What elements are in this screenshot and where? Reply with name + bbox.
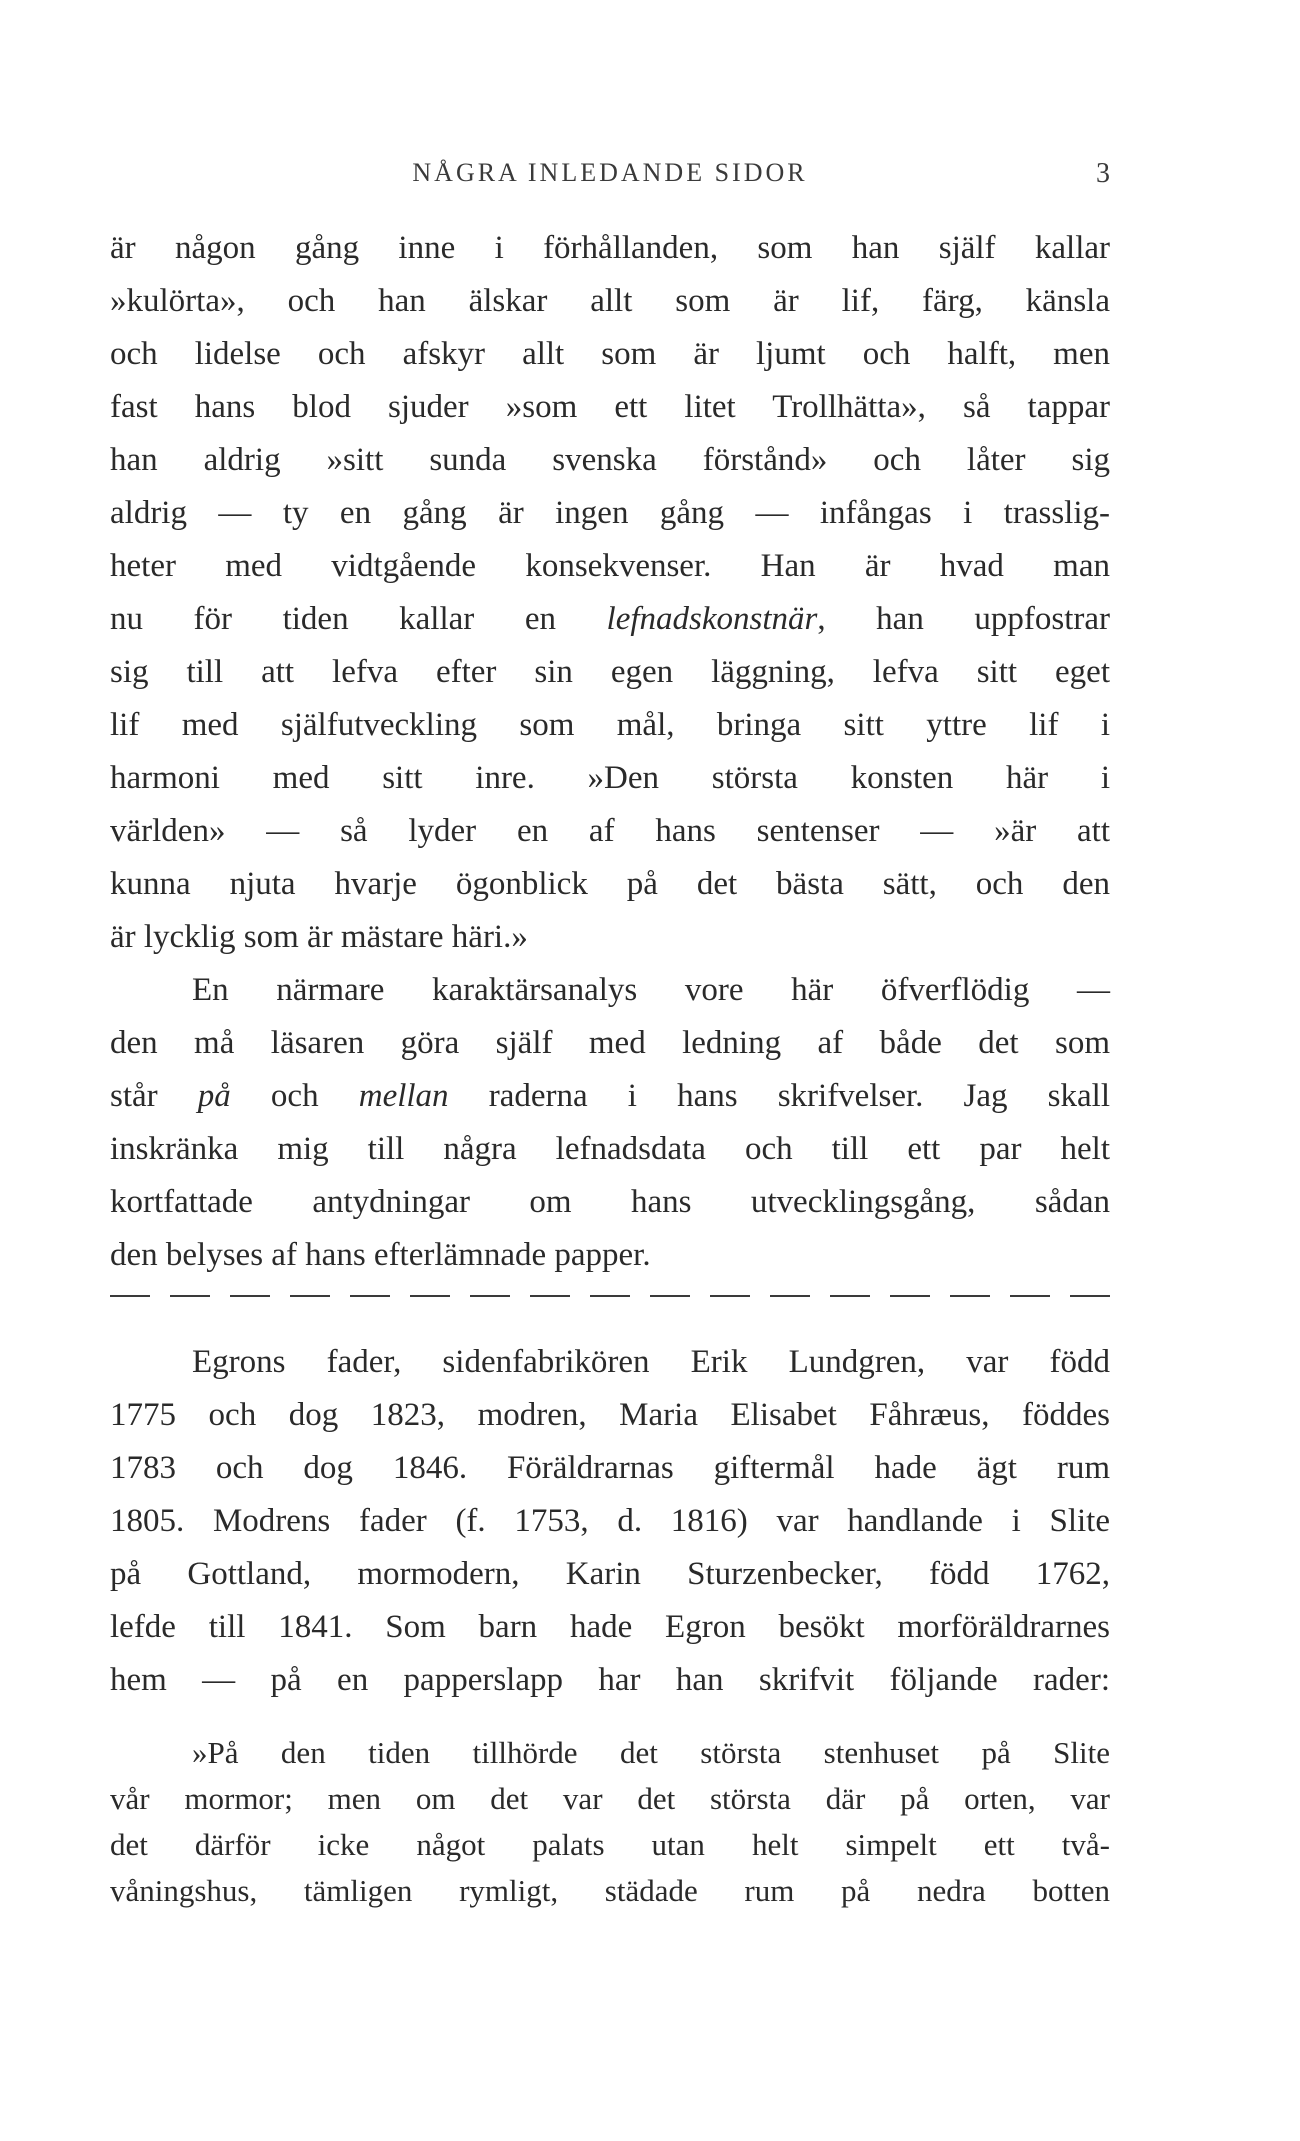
separator-dash bbox=[950, 1295, 990, 1297]
text-line: 1775 och dog 1823, modren, Maria Elisabet Fåhræus, föddes bbox=[110, 1397, 1110, 1433]
separator-dash bbox=[650, 1295, 690, 1297]
text-line: och lidelse och afskyr allt som är ljumt och halft, men bbox=[110, 336, 1110, 372]
text-line: 1783 och dog 1846. Föräldrarnas giftermål hade ägt rum bbox=[110, 1450, 1110, 1486]
separator-dash bbox=[170, 1295, 210, 1297]
separator-dash bbox=[830, 1295, 870, 1297]
text-line: kortfattade antydningar om hans utvecklingsgång, sådan bbox=[110, 1184, 1110, 1220]
page-header bbox=[110, 158, 1110, 198]
italic-word: mellan bbox=[358, 1078, 449, 1114]
separator-dash bbox=[350, 1295, 390, 1297]
quote-block bbox=[110, 1730, 1110, 1914]
page-number: 3 bbox=[1096, 158, 1110, 189]
separator-dash bbox=[770, 1295, 810, 1297]
text-line: »kulörta», och han älskar allt som är lif, färg, känsla bbox=[110, 283, 1110, 319]
italic-word: på bbox=[197, 1078, 231, 1114]
text-line: är lycklig som är mästare häri.» bbox=[110, 919, 528, 955]
text-line: harmoni med sitt inre. »Den största konsten här i bbox=[110, 760, 1110, 796]
section-separator bbox=[110, 1291, 1110, 1301]
text-line: på Gottland, mormodern, Karin Sturzenbecker, född 1762, bbox=[110, 1556, 1110, 1592]
separator-dash bbox=[230, 1295, 270, 1297]
quote-line: det därför icke något palats utan helt simpelt ett två- bbox=[110, 1827, 1110, 1862]
quote-line: våningshus, tämligen rymligt, städade rum på nedra botten bbox=[110, 1873, 1110, 1908]
text-line: heter med vidtgående konsekvenser. Han är hvad man bbox=[110, 548, 1110, 584]
text-run: raderna i hans skrifvelser. Jag skall bbox=[448, 1078, 1111, 1114]
text-line: är någon gång inne i förhållanden, som han själf kallar bbox=[110, 230, 1110, 266]
separator-dash bbox=[530, 1295, 570, 1297]
text-line: han aldrig »sitt sunda svenska förstånd» och låter sig bbox=[110, 442, 1110, 478]
text-line: aldrig — ty en gång är ingen gång — infångas i trasslig- bbox=[110, 495, 1110, 531]
text-line bbox=[110, 1070, 1110, 1123]
paragraph-family bbox=[110, 1336, 1110, 1707]
running-head: NÅGRA INLEDANDE SIDOR bbox=[412, 158, 808, 187]
text-line: den belyses af hans efterlämnade papper. bbox=[110, 1237, 651, 1273]
text-line: fast hans blod sjuder »som ett litet Trollhätta», så tappar bbox=[110, 389, 1110, 425]
text-line: sig till att lefva efter sin egen läggning, lefva sitt eget bbox=[110, 654, 1110, 690]
quote-line: »På den tiden tillhörde det största stenhuset på Slite bbox=[192, 1735, 1110, 1770]
text-run: står bbox=[110, 1078, 198, 1114]
text-line: inskränka mig till några lefnadsdata och till ett par helt bbox=[110, 1131, 1110, 1167]
separator-dash bbox=[710, 1295, 750, 1297]
text-line: lif med själfutveckling som mål, bringa sitt yttre lif i bbox=[110, 707, 1110, 743]
text-line: världen» — så lyder en af hans sentenser — »är att bbox=[110, 813, 1110, 849]
italic-term: lefnadskonstnär bbox=[606, 601, 818, 637]
quote-line: vår mormor; men om det var det största där på orten, var bbox=[110, 1781, 1110, 1816]
text-line: lefde till 1841. Som barn hade Egron besökt morföräldrarnes bbox=[110, 1609, 1110, 1645]
paragraph-analysis bbox=[110, 964, 1110, 1282]
paragraph-character bbox=[110, 222, 1110, 964]
separator-dash bbox=[290, 1295, 330, 1297]
separator-dash bbox=[110, 1295, 150, 1297]
text-line: 1805. Modrens fader (f. 1753, d. 1816) var handlande i Slite bbox=[110, 1503, 1110, 1539]
text-line: kunna njuta hvarje ögonblick på det bästa sätt, och den bbox=[110, 866, 1110, 902]
text-line bbox=[110, 593, 1110, 646]
text-run: nu för tiden kallar en bbox=[110, 601, 607, 637]
text-run: , han uppfostrar bbox=[817, 601, 1110, 637]
separator-dash bbox=[1070, 1295, 1110, 1297]
text-run: och bbox=[230, 1078, 359, 1114]
text-line: hem — på en papperslapp har han skrifvit följande rader: bbox=[110, 1662, 1110, 1698]
separator-dash bbox=[890, 1295, 930, 1297]
text-line: Egrons fader, sidenfabrikören Erik Lundgren, var född bbox=[192, 1344, 1110, 1380]
separator-dash bbox=[410, 1295, 450, 1297]
separator-dash bbox=[470, 1295, 510, 1297]
separator-dash bbox=[1010, 1295, 1050, 1297]
text-line: den må läsaren göra själf med ledning af både det som bbox=[110, 1025, 1110, 1061]
separator-dash bbox=[590, 1295, 630, 1297]
text-line: En närmare karaktärsanalys vore här öfverflödig — bbox=[192, 972, 1110, 1008]
